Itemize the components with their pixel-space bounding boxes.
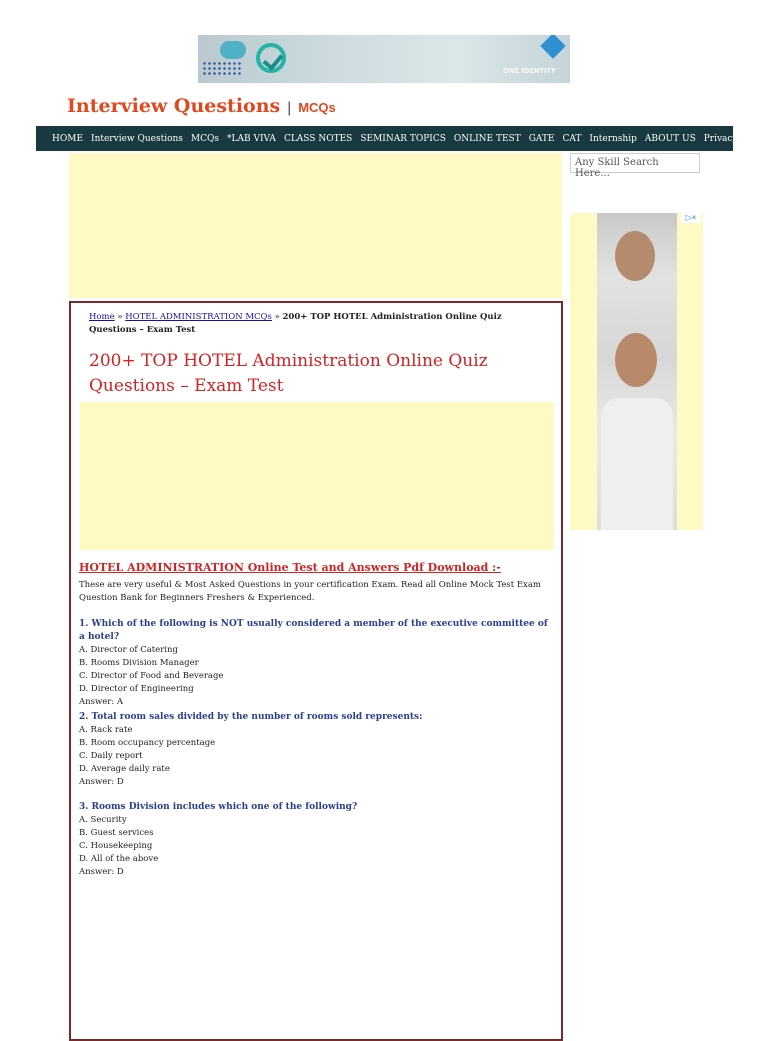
breadcrumb-separator: » [114, 312, 126, 322]
option-d: D. All of the above [79, 854, 159, 864]
breadcrumb [89, 311, 549, 337]
option-d: D. Director of Engineering [79, 684, 194, 694]
top-ad-banner[interactable] [198, 35, 570, 83]
check-circle-icon [256, 43, 286, 73]
nav-online-test[interactable]: ONLINE TEST [453, 133, 521, 144]
breadcrumb-home-link[interactable]: Home [89, 312, 115, 322]
question-block-1 [79, 618, 549, 709]
answer-text: Answer: D [79, 867, 124, 877]
diamond-icon [540, 35, 565, 59]
banner-logo: ONE IDENTITY [503, 68, 556, 75]
question-block-3 [79, 801, 549, 879]
sidebar-ad[interactable] [570, 213, 703, 530]
nav-home[interactable]: HOME [52, 133, 84, 144]
option-b: B. Room occupancy percentage [79, 738, 216, 748]
site-title-text[interactable]: Interview Questions [67, 95, 281, 117]
answer-text: Answer: D [79, 777, 124, 787]
option-c: C. Housekeeping [79, 841, 153, 851]
nav-about-us[interactable]: ABOUT US [644, 133, 696, 144]
cloud-icon [220, 41, 246, 59]
ad-face-inverted [615, 231, 655, 281]
sidebar-search-input[interactable]: Any Skill Search Here... [570, 153, 700, 173]
option-a: A. Rack rate [79, 725, 133, 735]
ad-photo[interactable] [597, 213, 677, 530]
section-heading: HOTEL ADMINISTRATION Online Test and Answers Pdf Download :- [79, 561, 501, 574]
option-b: B. Guest services [79, 828, 154, 838]
option-d: D. Average daily rate [79, 764, 170, 774]
dots-graphic [202, 61, 242, 75]
title-separator: | [286, 100, 292, 116]
option-a: A. Director of Catering [79, 645, 178, 655]
option-b: B. Rooms Division Manager [79, 658, 199, 668]
nav-lab-viva[interactable]: *LAB VIVA [227, 133, 276, 144]
nav-interview-questions[interactable]: Interview Questions [91, 133, 183, 144]
nav-class-notes[interactable]: CLASS NOTES [283, 133, 353, 144]
option-c: C. Daily report [79, 751, 143, 761]
breadcrumb-separator: » [271, 312, 283, 322]
top-ad-slot[interactable] [69, 153, 562, 298]
nav-cat[interactable]: CAT [562, 133, 582, 144]
breadcrumb-category-link[interactable]: HOTEL ADMINISTRATION MCQs [125, 312, 272, 322]
question-block-2 [79, 711, 549, 789]
nav-mcqs[interactable]: MCQs [190, 133, 220, 144]
question-text: 1. Which of the following is NOT usually considered a member of the executive committee of a hotel? [79, 619, 548, 642]
in-content-ad-slot[interactable] [80, 402, 554, 550]
answer-text: Answer: A [79, 697, 124, 707]
nav-internship[interactable]: Internship [589, 133, 637, 144]
breadcrumb-current: 200+ TOP HOTEL Administration Online Quiz Questions – Exam Test [89, 312, 502, 335]
nav-gate[interactable]: GATE [528, 133, 555, 144]
post-content [69, 301, 563, 1041]
ad-face [615, 333, 657, 387]
site-tag[interactable]: MCQs [298, 100, 336, 115]
nav-privacy-policy[interactable]: Privacy Policy [703, 133, 768, 144]
nav-seminar-topics[interactable]: SEMINAR TOPICS [360, 133, 446, 144]
question-text: 2. Total room sales divided by the number of rooms sold represents: [79, 712, 423, 722]
option-c: C. Director of Food and Beverage [79, 671, 224, 681]
ad-shirt [601, 398, 673, 530]
site-title[interactable] [67, 95, 336, 117]
main-navbar [36, 126, 768, 151]
ad-choices-icon[interactable]: ▷× [681, 213, 701, 223]
question-text: 3. Rooms Division includes which one of the following? [79, 802, 358, 812]
page-title: 200+ TOP HOTEL Administration Online Quiz Questions – Exam Test [89, 351, 488, 396]
option-a: A. Security [79, 815, 127, 825]
intro-text: These are very useful & Most Asked Questions in your certification Exam. Read all Online Mock Test Exam Question Bank for Beginners Freshers & Experienced. [79, 580, 541, 603]
